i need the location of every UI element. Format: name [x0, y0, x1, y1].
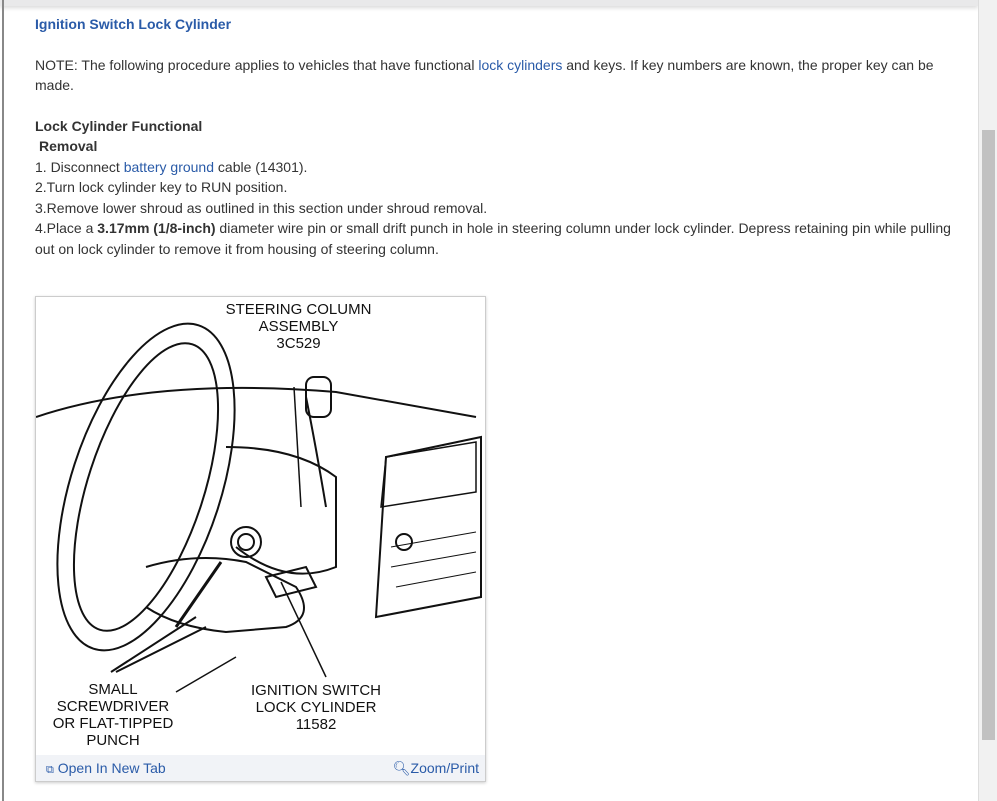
- note-text-end: and keys. If key numbers are known, the proper key can be made.: [35, 56, 934, 93]
- label-line: IGNITION SWITCH: [251, 682, 381, 699]
- subsection-heading: Removal: [39, 138, 98, 154]
- label-line: 3C529: [276, 335, 321, 352]
- label-line: 11582: [295, 716, 337, 733]
- left-border: [2, 0, 4, 801]
- vertical-scrollbar[interactable]: [978, 0, 997, 801]
- step-4: [35, 218, 955, 259]
- label-line: ASSEMBLY: [258, 318, 339, 335]
- open-tab-icon: ⧉: [46, 764, 54, 776]
- step-3: 3.Remove lower shroud as outlined in this section under shroud removal.: [35, 199, 488, 216]
- step-1-text: 1. Disconnect: [35, 158, 124, 175]
- section-heading: Lock Cylinder Functional: [35, 117, 203, 134]
- step-2: 2.Turn lock cylinder key to RUN position.: [35, 179, 288, 195]
- article-content: [35, 14, 955, 259]
- screwdriver-label: [38, 681, 188, 749]
- step-1: [35, 157, 955, 178]
- top-bar: [0, 0, 978, 6]
- zoom-print-link[interactable]: [393, 760, 479, 777]
- label-line: SMALL: [88, 681, 138, 698]
- label-line: PUNCH: [86, 732, 140, 749]
- step-1-text-end: cable (14301).: [214, 158, 308, 175]
- zoom-icon: 🔍︎: [392, 760, 411, 776]
- figure-footer: [36, 755, 485, 781]
- diagram-figure: [35, 296, 486, 782]
- label-line: STEERING COLUMN: [225, 301, 372, 318]
- step-4-bold: 3.17mm (1/8-inch): [97, 220, 216, 236]
- label-line: OR FLAT-TIPPED: [52, 715, 174, 732]
- note-text: NOTE: The following procedure applies to vehicles that have functional: [35, 56, 479, 73]
- note-paragraph: [35, 55, 955, 96]
- lock-cylinders-link[interactable]: lock cylinders: [478, 56, 563, 73]
- scrollbar-thumb[interactable]: [982, 130, 995, 740]
- article-title: Ignition Switch Lock Cylinder: [35, 16, 232, 32]
- open-tab-label: Open In New Tab: [57, 760, 166, 776]
- battery-ground-link[interactable]: battery ground: [123, 158, 215, 175]
- zoom-print-label: Zoom/Print: [410, 760, 479, 776]
- lock-cylinder-label: [231, 682, 401, 733]
- step-4-text-end: diameter wire pin or small drift punch in hole in steering column under lock cylinder. Depress retaining pin while pulling out on lock cylinder to remove it from housing of steering column.: [35, 220, 951, 257]
- steering-column-label: [211, 301, 386, 352]
- open-new-tab-link[interactable]: [46, 760, 166, 777]
- step-4-text: 4.Place a: [35, 220, 98, 236]
- label-line: SCREWDRIVER: [56, 698, 170, 715]
- label-line: LOCK CYLINDER: [255, 699, 377, 716]
